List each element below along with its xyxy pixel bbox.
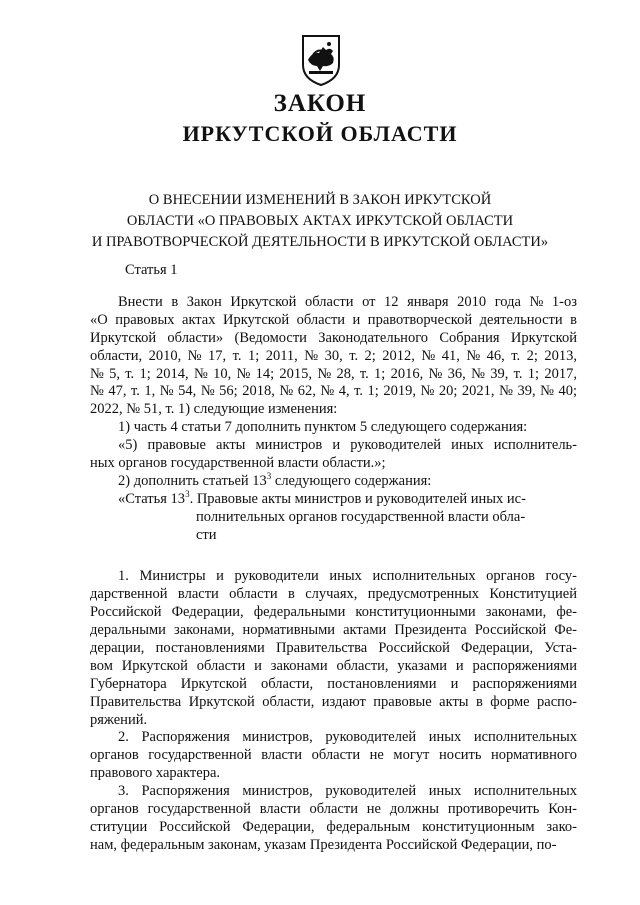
- body-line: [90, 676, 577, 694]
- body-line: [90, 801, 577, 819]
- body-text: Внести в Закон Иркутской области от 12 января 2010 года № 1-оз: [118, 294, 577, 310]
- body-text: деральными законами, нормативными актами Президента Российской Фе-: [90, 622, 577, 639]
- heading-line: И ПРАВОТВОРЧЕСКОЙ ДЕЯТЕЛЬНОСТИ В ИРКУТСКОЙ ОБЛАСТИ»: [91, 234, 549, 250]
- body-text: «5) правовые акты министров и руководителей иных исполнитель-: [118, 437, 577, 454]
- body-line: [90, 694, 577, 712]
- law-heading: [0, 190, 640, 253]
- document-body: [90, 294, 577, 855]
- body-text: области, 2010, № 17, т. 1; 2011, № 30, т. 2; 2012, № 41, № 46, т. 2; 2013,: [90, 347, 577, 364]
- body-line: [90, 712, 577, 730]
- section-2: [90, 729, 577, 783]
- body-line: [90, 837, 577, 855]
- article-title-line: [90, 509, 577, 527]
- article-title-text: [118, 488, 526, 509]
- body-line: [90, 765, 577, 783]
- body-text: ных органов государственной власти области.»;: [90, 455, 386, 472]
- region-title: ИРКУТСКОЙ ОБЛАСТИ: [182, 121, 458, 146]
- law-title: ЗАКОН: [273, 90, 367, 117]
- body-line: [90, 470, 577, 491]
- body-text: № 5, т. 1; 2014, № 10, № 14; 2015, № 28, т. 1; 2016, № 36, № 39, т. 1; 2017,: [90, 365, 577, 382]
- body-line: [90, 348, 577, 366]
- item2-prefix: 2) дополнить статьей 13: [118, 472, 267, 489]
- superscript: 3: [185, 488, 190, 499]
- body-line: [90, 604, 577, 622]
- body-text: № 47, т. 1, № 54, № 56; 2018, № 62, № 4, т. 1; 2019, № 20; 2021, № 39, № 40;: [90, 383, 577, 400]
- body-line: [90, 383, 577, 401]
- body-text: дарственной власти области в случаях, предусмотренных Конституцией: [90, 586, 577, 603]
- article-title-line: [90, 527, 577, 545]
- body-text: дерации, постановлениями Правительства Российской Федерации, Уста-: [90, 640, 577, 657]
- body-text: «О правовых актах Иркутской области и правотворческой деятельности в: [90, 311, 577, 328]
- body-text: 2. Распоряжения министров, руководителей иных исполнительных: [118, 729, 577, 746]
- body-text: Российской Федерации, федеральными конституционными законами, фе-: [90, 604, 577, 621]
- body-text: [118, 470, 432, 491]
- body-line: [90, 312, 577, 330]
- body-line: [90, 640, 577, 658]
- body-text: Губернатора Иркутской области, постановлениями и распоряжениями: [90, 675, 577, 692]
- body-line: [90, 366, 577, 384]
- body-line: [90, 419, 577, 437]
- article-title-suffix: . Правовые акты министров и руководителей иных ис-: [189, 490, 526, 507]
- article-label: Статья 1: [125, 262, 178, 278]
- body-line: [90, 455, 577, 473]
- body-text: 3. Распоряжения министров, руководителей иных исполнительных: [118, 783, 577, 800]
- section-3: [90, 783, 577, 855]
- body-text: Иркутской области» (Ведомости Законодательного Собрания Иркутской: [90, 329, 577, 346]
- body-text: нам, федеральным законам, указам Президента Российской Федерации, по-: [90, 836, 557, 853]
- body-text: ряжений.: [90, 711, 148, 728]
- body-text: 1. Министры и руководители иных исполнительных органов госу-: [118, 568, 577, 585]
- body-text: ституции Российской Федерации, федеральным конституционным зако-: [90, 818, 577, 835]
- section-1: [90, 568, 577, 729]
- body-text: 2022, № 51, т. 1) следующие изменения:: [90, 401, 338, 418]
- heading-line: О ВНЕСЕНИИ ИЗМЕНЕНИЙ В ЗАКОН ИРКУТСКОЙ: [148, 192, 492, 208]
- body-text: Правительства Иркутской области, издают правовые акты в форме распо-: [90, 693, 577, 710]
- body-line: [90, 747, 577, 765]
- heading-line: ОБЛАСТИ «О ПРАВОВЫХ АКТАХ ИРКУТСКОЙ ОБЛАСТИ: [126, 213, 514, 229]
- body-line: [90, 330, 577, 348]
- body-text: сти: [196, 526, 217, 543]
- spacer: [90, 544, 577, 568]
- body-line: [90, 819, 577, 837]
- body-text: органов государственной власти области не могут носить нормативного: [90, 747, 577, 764]
- article-title-line: [90, 488, 577, 509]
- item2-suffix: следующего содержания:: [271, 472, 432, 489]
- body-line: [90, 729, 577, 747]
- superscript: 3: [266, 470, 272, 481]
- body-text: органов государственной власти области не должны противоречить Кон-: [90, 801, 577, 818]
- body-text: вом Иркутской области и законами области, указами и распоряжениями: [90, 657, 577, 674]
- body-line: [90, 294, 577, 312]
- article-title-prefix: «Статья 13: [118, 490, 186, 507]
- body-line: [90, 568, 577, 586]
- body-line: [90, 658, 577, 676]
- body-line: [90, 783, 577, 801]
- body-line: [90, 437, 577, 455]
- body-line: [90, 622, 577, 640]
- body-line: [90, 586, 577, 604]
- body-text: правового характера.: [90, 765, 221, 782]
- body-text: полнительных органов государственной власти обла-: [196, 508, 526, 525]
- body-text: 1) часть 4 статьи 7 дополнить пунктом 5 следующего содержания:: [118, 419, 528, 436]
- body-line: [90, 401, 577, 419]
- coat-of-arms-icon: [299, 33, 343, 87]
